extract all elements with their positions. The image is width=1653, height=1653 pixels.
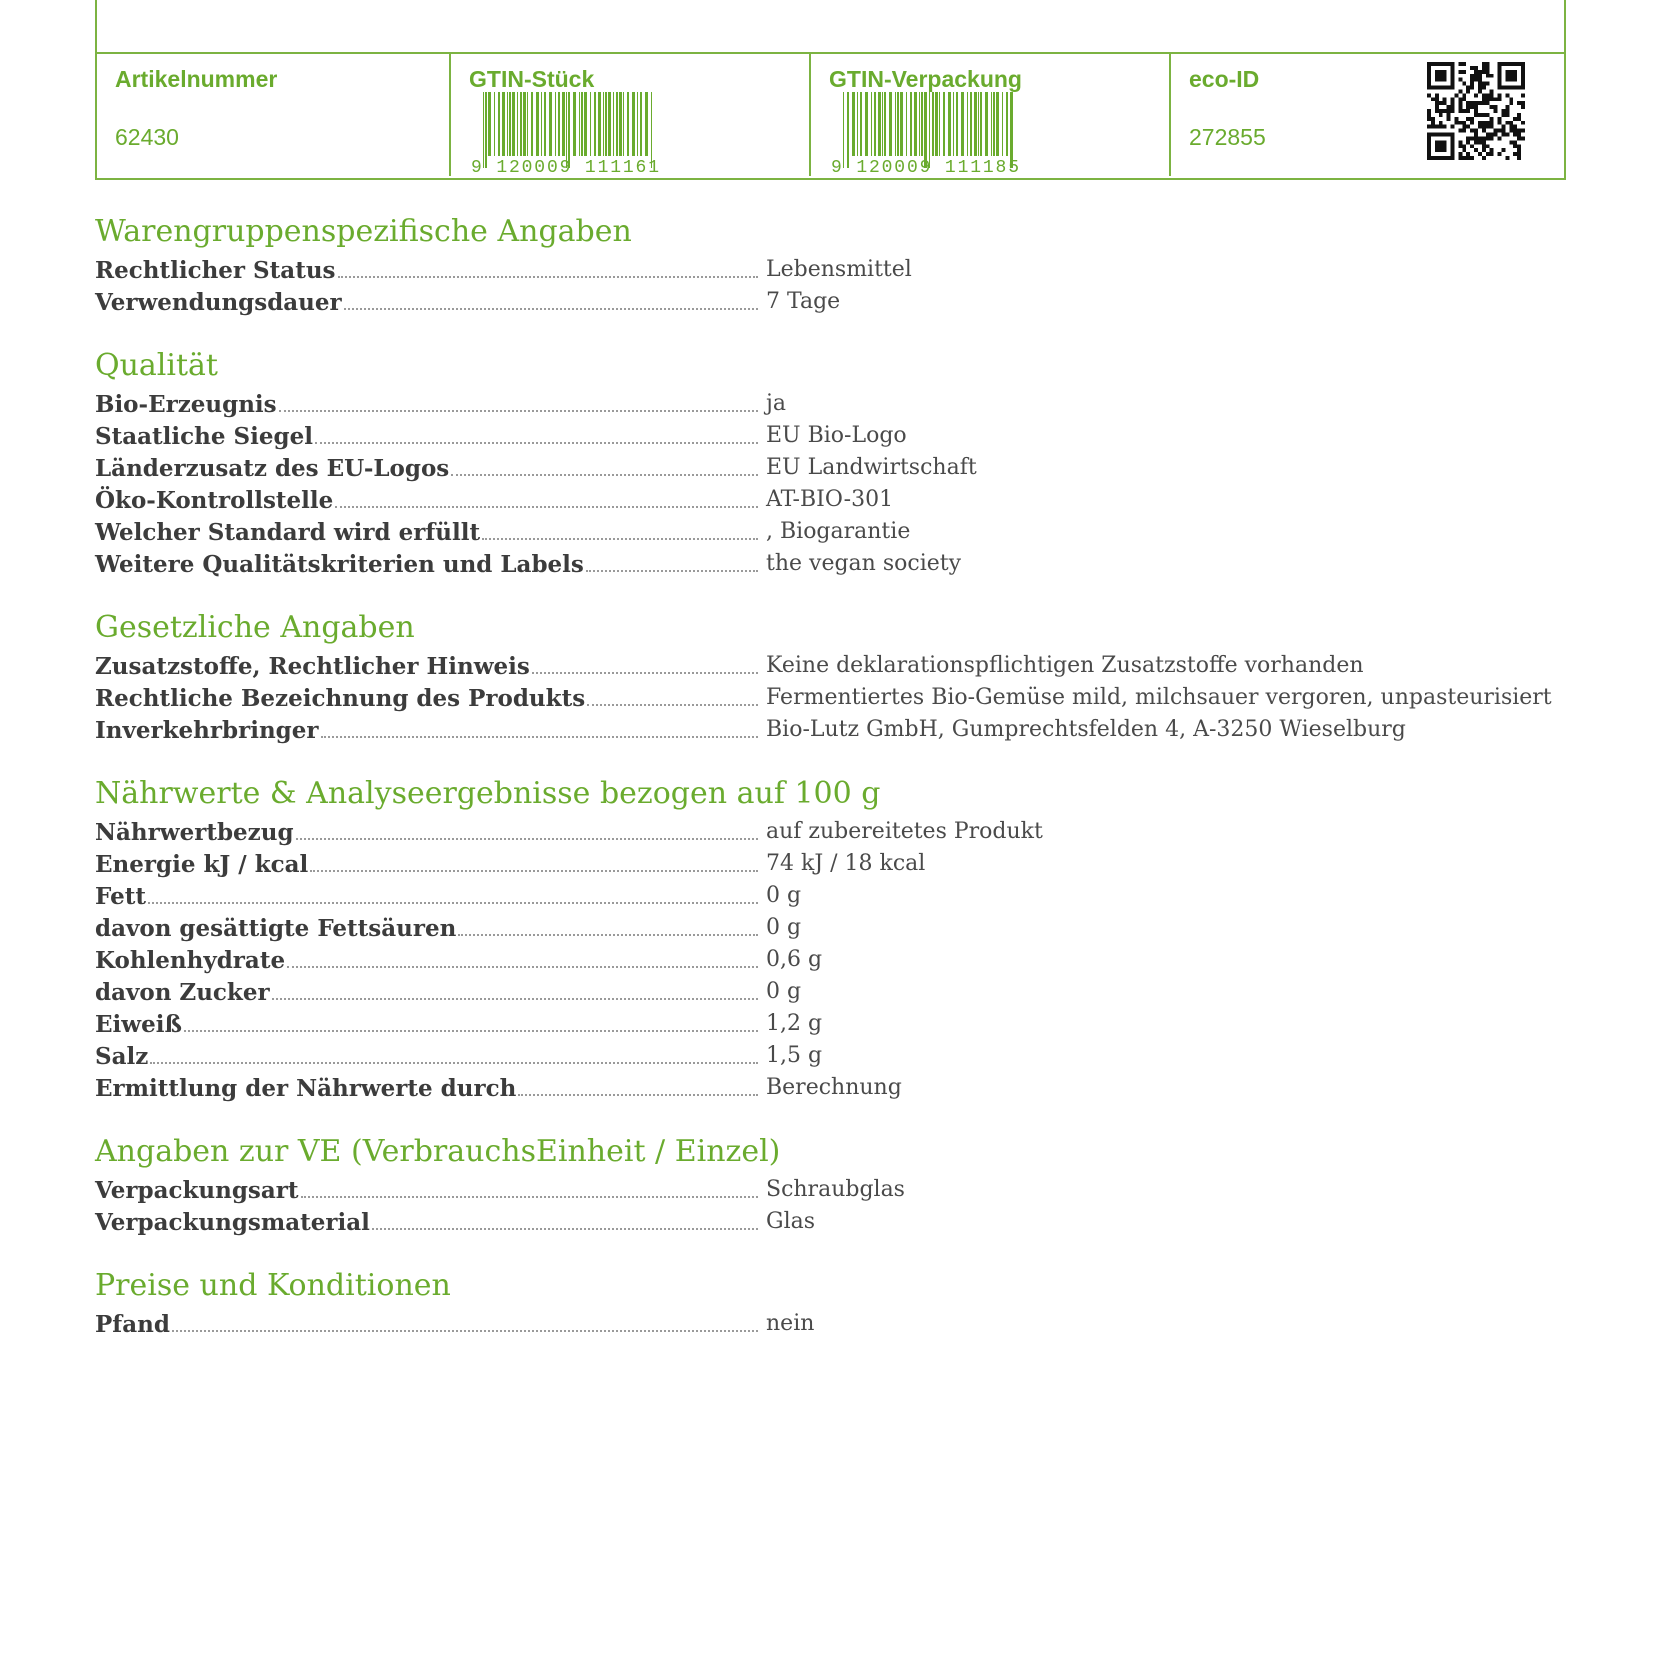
detail-label: davon Zucker bbox=[95, 979, 270, 1006]
detail-value: ja bbox=[766, 391, 786, 416]
barcode-bar bbox=[871, 92, 872, 156]
dot-leader bbox=[150, 1061, 758, 1064]
detail-row bbox=[95, 1306, 1555, 1338]
barcode-bar bbox=[517, 92, 518, 156]
section bbox=[95, 1132, 1555, 1236]
dot-leader bbox=[344, 307, 758, 310]
section bbox=[95, 774, 1555, 1102]
dot-leader bbox=[458, 933, 758, 936]
detail-label-wrap bbox=[95, 685, 760, 712]
detail-label-wrap bbox=[95, 947, 760, 974]
barcode-bar bbox=[558, 92, 560, 156]
eco-id-cell bbox=[1169, 54, 1566, 176]
detail-label: davon gesättigte Fettsäuren bbox=[95, 915, 457, 942]
detail-row bbox=[95, 252, 1555, 284]
detail-label: Bio-Erzeugnis bbox=[95, 391, 277, 418]
barcode-bar bbox=[980, 92, 982, 156]
dot-leader bbox=[310, 869, 758, 872]
detail-value: 0 g bbox=[766, 883, 802, 908]
detail-label: Pfand bbox=[95, 1311, 170, 1338]
detail-label: Verpackungsmaterial bbox=[95, 1209, 370, 1236]
detail-label: Rechtliche Bezeichnung des Produkts bbox=[95, 685, 586, 712]
detail-label: Staatliche Siegel bbox=[95, 423, 313, 450]
barcode-bar bbox=[623, 92, 624, 156]
barcode-bar bbox=[645, 92, 648, 156]
barcode-bar bbox=[531, 92, 533, 156]
barcode-bar bbox=[900, 92, 903, 156]
detail-label-wrap bbox=[95, 1075, 760, 1102]
detail-value: 7 Tage bbox=[766, 289, 841, 314]
detail-label-wrap bbox=[95, 653, 760, 680]
dot-leader bbox=[301, 1195, 758, 1198]
dot-leader bbox=[172, 1329, 758, 1332]
section-title: Gesetzliche Angaben bbox=[95, 610, 415, 645]
detail-label-wrap bbox=[95, 423, 760, 450]
barcode-bar bbox=[929, 92, 930, 168]
barcode-bar bbox=[924, 92, 927, 168]
detail-value: Keine deklarationspflichtigen Zusatzstoffe vorhanden bbox=[766, 653, 1364, 678]
barcode-bar bbox=[616, 92, 618, 156]
detail-value: 1,2 g bbox=[766, 1011, 823, 1036]
dot-leader bbox=[272, 997, 758, 1000]
detail-value: 0,6 g bbox=[766, 947, 823, 972]
barcode-bar bbox=[897, 92, 899, 156]
barcode-bar bbox=[1002, 92, 1003, 156]
barcode-bar bbox=[860, 92, 862, 156]
detail-label: Welcher Standard wird erfüllt bbox=[95, 519, 481, 546]
detail-row bbox=[95, 974, 1555, 1006]
barcode-bar bbox=[619, 92, 622, 156]
section-title: Qualität bbox=[95, 348, 218, 383]
barcode-bar bbox=[865, 92, 868, 156]
article-number-label: Artikelnummer bbox=[115, 66, 278, 92]
barcode-digits: 9 120009 111185 bbox=[831, 158, 1019, 174]
detail-value: Schraubglas bbox=[766, 1177, 905, 1202]
barcode-bar bbox=[847, 92, 849, 168]
barcode-bar bbox=[627, 92, 629, 156]
detail-label: Energie kJ / kcal bbox=[95, 851, 309, 878]
dot-leader bbox=[586, 569, 758, 572]
dot-leader bbox=[321, 735, 759, 738]
detail-label-wrap bbox=[95, 1177, 760, 1204]
barcode-bar bbox=[598, 92, 601, 156]
dot-leader bbox=[338, 275, 759, 278]
barcode-bar bbox=[536, 92, 539, 156]
dot-leader bbox=[482, 537, 758, 540]
detail-label-wrap bbox=[95, 289, 760, 316]
detail-label: Ermittlung der Nährwerte durch bbox=[95, 1075, 517, 1102]
detail-row bbox=[95, 386, 1555, 418]
detail-value: AT-BIO-301 bbox=[766, 487, 894, 512]
detail-label-wrap bbox=[95, 257, 760, 284]
barcode-bar bbox=[509, 92, 511, 156]
barcode-bar bbox=[889, 92, 892, 156]
barcode-bar bbox=[590, 92, 591, 156]
detail-value: 0 g bbox=[766, 915, 802, 940]
qr-code-icon bbox=[1427, 62, 1525, 160]
eco-id-value: 272855 bbox=[1189, 124, 1266, 150]
detail-row bbox=[95, 878, 1555, 910]
detail-row bbox=[95, 284, 1555, 316]
article-number-cell bbox=[97, 54, 449, 176]
barcode-bar bbox=[527, 92, 528, 156]
barcode-bar bbox=[555, 92, 556, 156]
detail-label: Zusatzstoffe, Rechtlicher Hinweis bbox=[95, 653, 530, 680]
detail-label-wrap bbox=[95, 717, 760, 744]
detail-label-wrap bbox=[95, 455, 760, 482]
section bbox=[95, 608, 1555, 744]
detail-row bbox=[95, 450, 1555, 482]
dot-leader bbox=[296, 837, 758, 840]
barcode-bar bbox=[857, 92, 858, 156]
detail-label-wrap bbox=[95, 1011, 760, 1038]
detail-label: Rechtlicher Status bbox=[95, 257, 336, 284]
barcode-bar bbox=[943, 92, 945, 156]
barcode-bar bbox=[483, 92, 484, 168]
detail-value: Berechnung bbox=[766, 1075, 902, 1100]
detail-row bbox=[95, 1070, 1555, 1102]
detail-label-wrap bbox=[95, 519, 760, 546]
barcode-bar bbox=[544, 92, 546, 156]
barcode-bar bbox=[1010, 92, 1013, 168]
barcode-bar bbox=[970, 92, 972, 156]
detail-label-wrap bbox=[95, 979, 760, 1006]
detail-label: Salz bbox=[95, 1043, 149, 1070]
dot-leader bbox=[335, 505, 758, 508]
detail-label: Weitere Qualitätskriterien und Labels bbox=[95, 551, 584, 578]
dot-leader bbox=[315, 441, 758, 444]
barcode-bar bbox=[573, 92, 576, 156]
barcode-bar bbox=[978, 92, 979, 156]
barcode-bar bbox=[613, 92, 614, 156]
detail-label: Eiweiß bbox=[95, 1011, 182, 1038]
product-header-box bbox=[95, 0, 1566, 180]
detail-value: EU Bio-Logo bbox=[766, 423, 907, 448]
barcode-bar bbox=[932, 92, 934, 156]
barcode-bar bbox=[651, 92, 652, 168]
barcode-bar bbox=[948, 92, 951, 156]
dot-leader bbox=[518, 1093, 758, 1096]
barcode-bar bbox=[991, 92, 992, 156]
detail-label: Öko-Kontrollstelle bbox=[95, 487, 334, 514]
dot-leader bbox=[279, 409, 758, 412]
barcode-bar bbox=[993, 92, 995, 156]
barcode-icon bbox=[829, 90, 1021, 174]
detail-row bbox=[95, 712, 1555, 744]
section-title: Warengruppenspezifische Angaben bbox=[95, 214, 632, 249]
section bbox=[95, 1266, 1555, 1338]
detail-row bbox=[95, 846, 1555, 878]
barcode-bar bbox=[507, 92, 508, 156]
detail-row bbox=[95, 1204, 1555, 1236]
detail-label: Inverkehrbringer bbox=[95, 717, 319, 744]
detail-label: Nährwertbezug bbox=[95, 819, 294, 846]
barcode-bar bbox=[581, 92, 583, 156]
barcode-bar bbox=[895, 92, 896, 156]
detail-value: EU Landwirtschaft bbox=[766, 455, 977, 480]
detail-row bbox=[95, 546, 1555, 578]
detail-label: Verpackungsart bbox=[95, 1177, 299, 1204]
detail-row bbox=[95, 482, 1555, 514]
gtin-piece-cell bbox=[449, 54, 811, 176]
barcode-bar bbox=[608, 92, 611, 156]
barcode-digits: 9 120009 111161 bbox=[471, 158, 659, 174]
gtin-piece-label: GTIN-Stück bbox=[469, 66, 595, 92]
detail-row bbox=[95, 418, 1555, 450]
detail-label: Länderzusatz des EU-Logos bbox=[95, 455, 450, 482]
barcode-bar bbox=[549, 92, 552, 156]
barcode-bar bbox=[939, 92, 940, 156]
detail-value: Fermentiertes Bio-Gemüse mild, milchsauer vergoren, unpasteurisiert bbox=[766, 685, 1552, 710]
barcode-bar bbox=[632, 92, 635, 156]
barcode-bar bbox=[921, 92, 923, 156]
detail-value: 74 kJ / 18 kcal bbox=[766, 851, 926, 876]
barcode-bar bbox=[884, 92, 886, 156]
section-title: Angaben zur VE (VerbrauchsEinheit / Einzel) bbox=[95, 1134, 781, 1169]
barcode-bar bbox=[566, 92, 567, 168]
detail-value: Lebensmittel bbox=[766, 257, 912, 282]
detail-row bbox=[95, 942, 1555, 974]
dot-leader bbox=[587, 703, 758, 706]
detail-label: Fett bbox=[95, 883, 146, 910]
detail-value: the vegan society bbox=[766, 551, 962, 576]
detail-value: Glas bbox=[766, 1209, 816, 1234]
barcode-bar bbox=[603, 92, 604, 156]
barcode-bar bbox=[852, 92, 855, 156]
dot-leader bbox=[184, 1029, 758, 1032]
barcode-bar bbox=[935, 92, 938, 156]
detail-value: Bio-Lutz GmbH, Gumprechtsfelden 4, A-3250 Wieselburg bbox=[766, 717, 1406, 742]
gtin-pack-cell bbox=[809, 54, 1171, 176]
barcode-bar bbox=[996, 92, 999, 156]
barcode-bar bbox=[843, 92, 844, 168]
barcode-bar bbox=[594, 92, 596, 156]
barcode-bar bbox=[953, 92, 954, 156]
detail-label-wrap bbox=[95, 487, 760, 514]
barcode-bar bbox=[637, 92, 638, 156]
dot-leader bbox=[451, 473, 758, 476]
barcode-bar bbox=[520, 92, 522, 156]
dot-leader bbox=[532, 671, 758, 674]
barcode-bar bbox=[985, 92, 988, 156]
barcode-bar bbox=[974, 92, 977, 156]
barcode-bar bbox=[878, 92, 881, 156]
barcode-bar bbox=[961, 92, 964, 156]
barcode-bar bbox=[1006, 92, 1008, 156]
detail-value: , Biogarantie bbox=[766, 519, 911, 544]
dot-leader bbox=[372, 1227, 758, 1230]
barcode-bar bbox=[485, 92, 487, 168]
barcode-bar bbox=[919, 92, 920, 156]
barcode-bar bbox=[568, 92, 570, 168]
detail-row bbox=[95, 1006, 1555, 1038]
detail-label: Kohlenhydrate bbox=[95, 947, 286, 974]
section-title: Preise und Konditionen bbox=[95, 1268, 451, 1303]
dot-leader bbox=[287, 965, 758, 968]
barcode-bar bbox=[874, 92, 876, 156]
article-number-value: 62430 bbox=[115, 124, 179, 150]
barcode-bar bbox=[906, 92, 907, 156]
barcode-bar bbox=[914, 92, 917, 156]
detail-row bbox=[95, 814, 1555, 846]
detail-label-wrap bbox=[95, 1311, 760, 1338]
detail-row bbox=[95, 1038, 1555, 1070]
eco-id-label: eco-ID bbox=[1189, 66, 1260, 92]
barcode-bar bbox=[882, 92, 883, 156]
detail-label-wrap bbox=[95, 551, 760, 578]
product-details bbox=[95, 212, 1555, 1368]
detail-value: 0 g bbox=[766, 979, 802, 1004]
detail-value: nein bbox=[766, 1311, 815, 1336]
detail-row bbox=[95, 680, 1555, 712]
barcode-bar bbox=[640, 92, 642, 156]
detail-label: Verwendungsdauer bbox=[95, 289, 342, 316]
barcode-bar bbox=[562, 92, 565, 156]
detail-row bbox=[95, 910, 1555, 942]
barcode-bar bbox=[523, 92, 526, 156]
barcode-bar bbox=[498, 92, 500, 156]
barcode-icon bbox=[469, 90, 661, 174]
barcode-bar bbox=[494, 92, 495, 156]
barcode-bar bbox=[910, 92, 912, 156]
detail-row bbox=[95, 514, 1555, 546]
detail-label-wrap bbox=[95, 391, 760, 418]
detail-label-wrap bbox=[95, 1043, 760, 1070]
barcode-bar bbox=[488, 92, 491, 156]
barcode-bar bbox=[605, 92, 607, 156]
detail-value: 1,5 g bbox=[766, 1043, 823, 1068]
detail-row bbox=[95, 648, 1555, 680]
section-title: Nährwerte & Analyseergebnisse bezogen auf 100 g bbox=[95, 776, 881, 811]
detail-label-wrap bbox=[95, 1209, 760, 1236]
detail-label-wrap bbox=[95, 851, 760, 878]
section bbox=[95, 346, 1555, 578]
barcode-bar bbox=[956, 92, 958, 156]
barcode-bar bbox=[512, 92, 515, 156]
barcode-bar bbox=[584, 92, 587, 156]
dot-leader bbox=[148, 901, 758, 904]
detail-label-wrap bbox=[95, 883, 760, 910]
barcode-bar bbox=[579, 92, 580, 156]
section bbox=[95, 212, 1555, 316]
detail-label-wrap bbox=[95, 915, 760, 942]
barcode-bar bbox=[502, 92, 505, 156]
detail-label-wrap bbox=[95, 819, 760, 846]
barcode-bar bbox=[967, 92, 968, 156]
detail-value: auf zubereitetes Produkt bbox=[766, 819, 1043, 844]
barcode-bar bbox=[541, 92, 542, 156]
gtin-pack-label: GTIN-Verpackung bbox=[829, 66, 1022, 92]
detail-row bbox=[95, 1172, 1555, 1204]
